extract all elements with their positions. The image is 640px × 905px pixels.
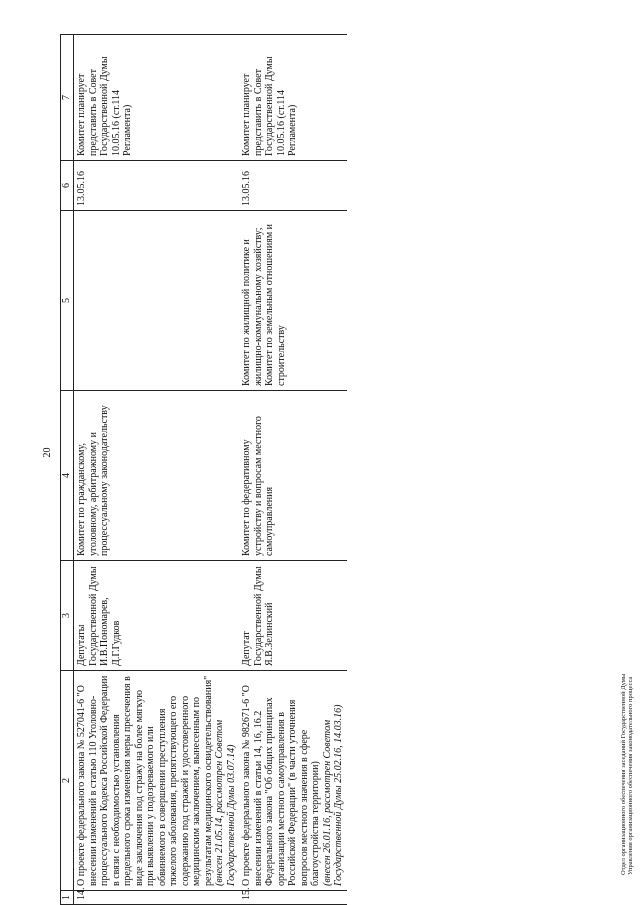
column-header: 7 bbox=[61, 35, 74, 161]
footer bbox=[620, 674, 634, 875]
initiators-cell: Депутаты Государственной Думы И.В.Пономарев, Д.Г.Гудков bbox=[74, 561, 240, 671]
column-header: 4 bbox=[61, 391, 74, 561]
column-header: 2 bbox=[61, 671, 74, 891]
column-header: 6 bbox=[61, 161, 74, 211]
footer-line: Управления организационного обеспечения законодательного процесса bbox=[627, 676, 634, 875]
co-committees-cell: Комитет по жилищной политике и жилищно-коммунальному хозяйству; Комитет по земельным отношениям и строительству bbox=[239, 211, 347, 391]
date-cell: 13.05.16 bbox=[239, 161, 347, 211]
row-number: 14. bbox=[74, 891, 240, 905]
initiators-cell: Депутат Государственной Думы Я.В.Зелинский bbox=[239, 561, 347, 671]
date-cell: 13.05.16 bbox=[74, 161, 240, 211]
bill-cell bbox=[74, 671, 240, 891]
bill-note: (внесен 21.05.14, рассмотрен Советом Государственной Думы 03.07.14) bbox=[214, 719, 237, 886]
bill-note: (внесен 26.01.16, рассмотрен Советом Государственной Думы 25.02.16, 14.03.16) bbox=[321, 704, 344, 886]
footer-line: Отдел организационного обеспечения заседаний Государственной Думы bbox=[620, 673, 627, 875]
co-committees-cell bbox=[74, 211, 240, 391]
committee-cell: Комитет по федеративному устройству и вопросам местного самоуправления bbox=[239, 391, 347, 561]
committee-cell: Комитет по гражданскому, уголовному, арбитражному и процессуальному законодательству bbox=[74, 391, 240, 561]
column-number-row bbox=[61, 35, 74, 905]
table-row bbox=[74, 35, 240, 905]
agenda-table bbox=[60, 34, 347, 905]
bill-title: О проекте федерального закона № 527041-6 "О внесении изменений в статью 110 Уголовно-процессуального Кодекса Российской Федерации в связи с необходимостью установления предельного срока изменения меры пресечения в виде заключения под стражу на более мягкую при выявлении у подозреваемого или обвиняемого в совершении преступления тяжелого заболевания, препятствующего его содержанию под стражей и удостоверенного медицинским заключением, вынесенным по результатам медицинского освидетельствования" bbox=[76, 675, 214, 886]
page-number: 20 bbox=[42, 447, 53, 458]
decision-cell: Комитет планирует представить в Совет Государственной Думы 10.05.16 (ст.114 Регламента) bbox=[74, 35, 240, 161]
column-header: 3 bbox=[61, 561, 74, 671]
decision-cell: Комитет планирует представить в Совет Государственной Думы 10.05.16 (ст.114 Регламента) bbox=[239, 35, 347, 161]
column-header: 1 bbox=[61, 891, 74, 905]
bill-title: О проекте федерального закона № 982671-6 "О внесении изменений в статьи 14, 16, 16.2 Федерального закона "Об общих принципах организации местного самоуправления в Российской Федерации" (в части уточнения вопросов местного значения в сфере благоустройства территории) bbox=[241, 685, 321, 886]
table-row bbox=[239, 35, 347, 905]
row-number: 15. bbox=[239, 891, 347, 905]
bill-cell bbox=[239, 671, 347, 891]
column-header: 5 bbox=[61, 211, 74, 391]
